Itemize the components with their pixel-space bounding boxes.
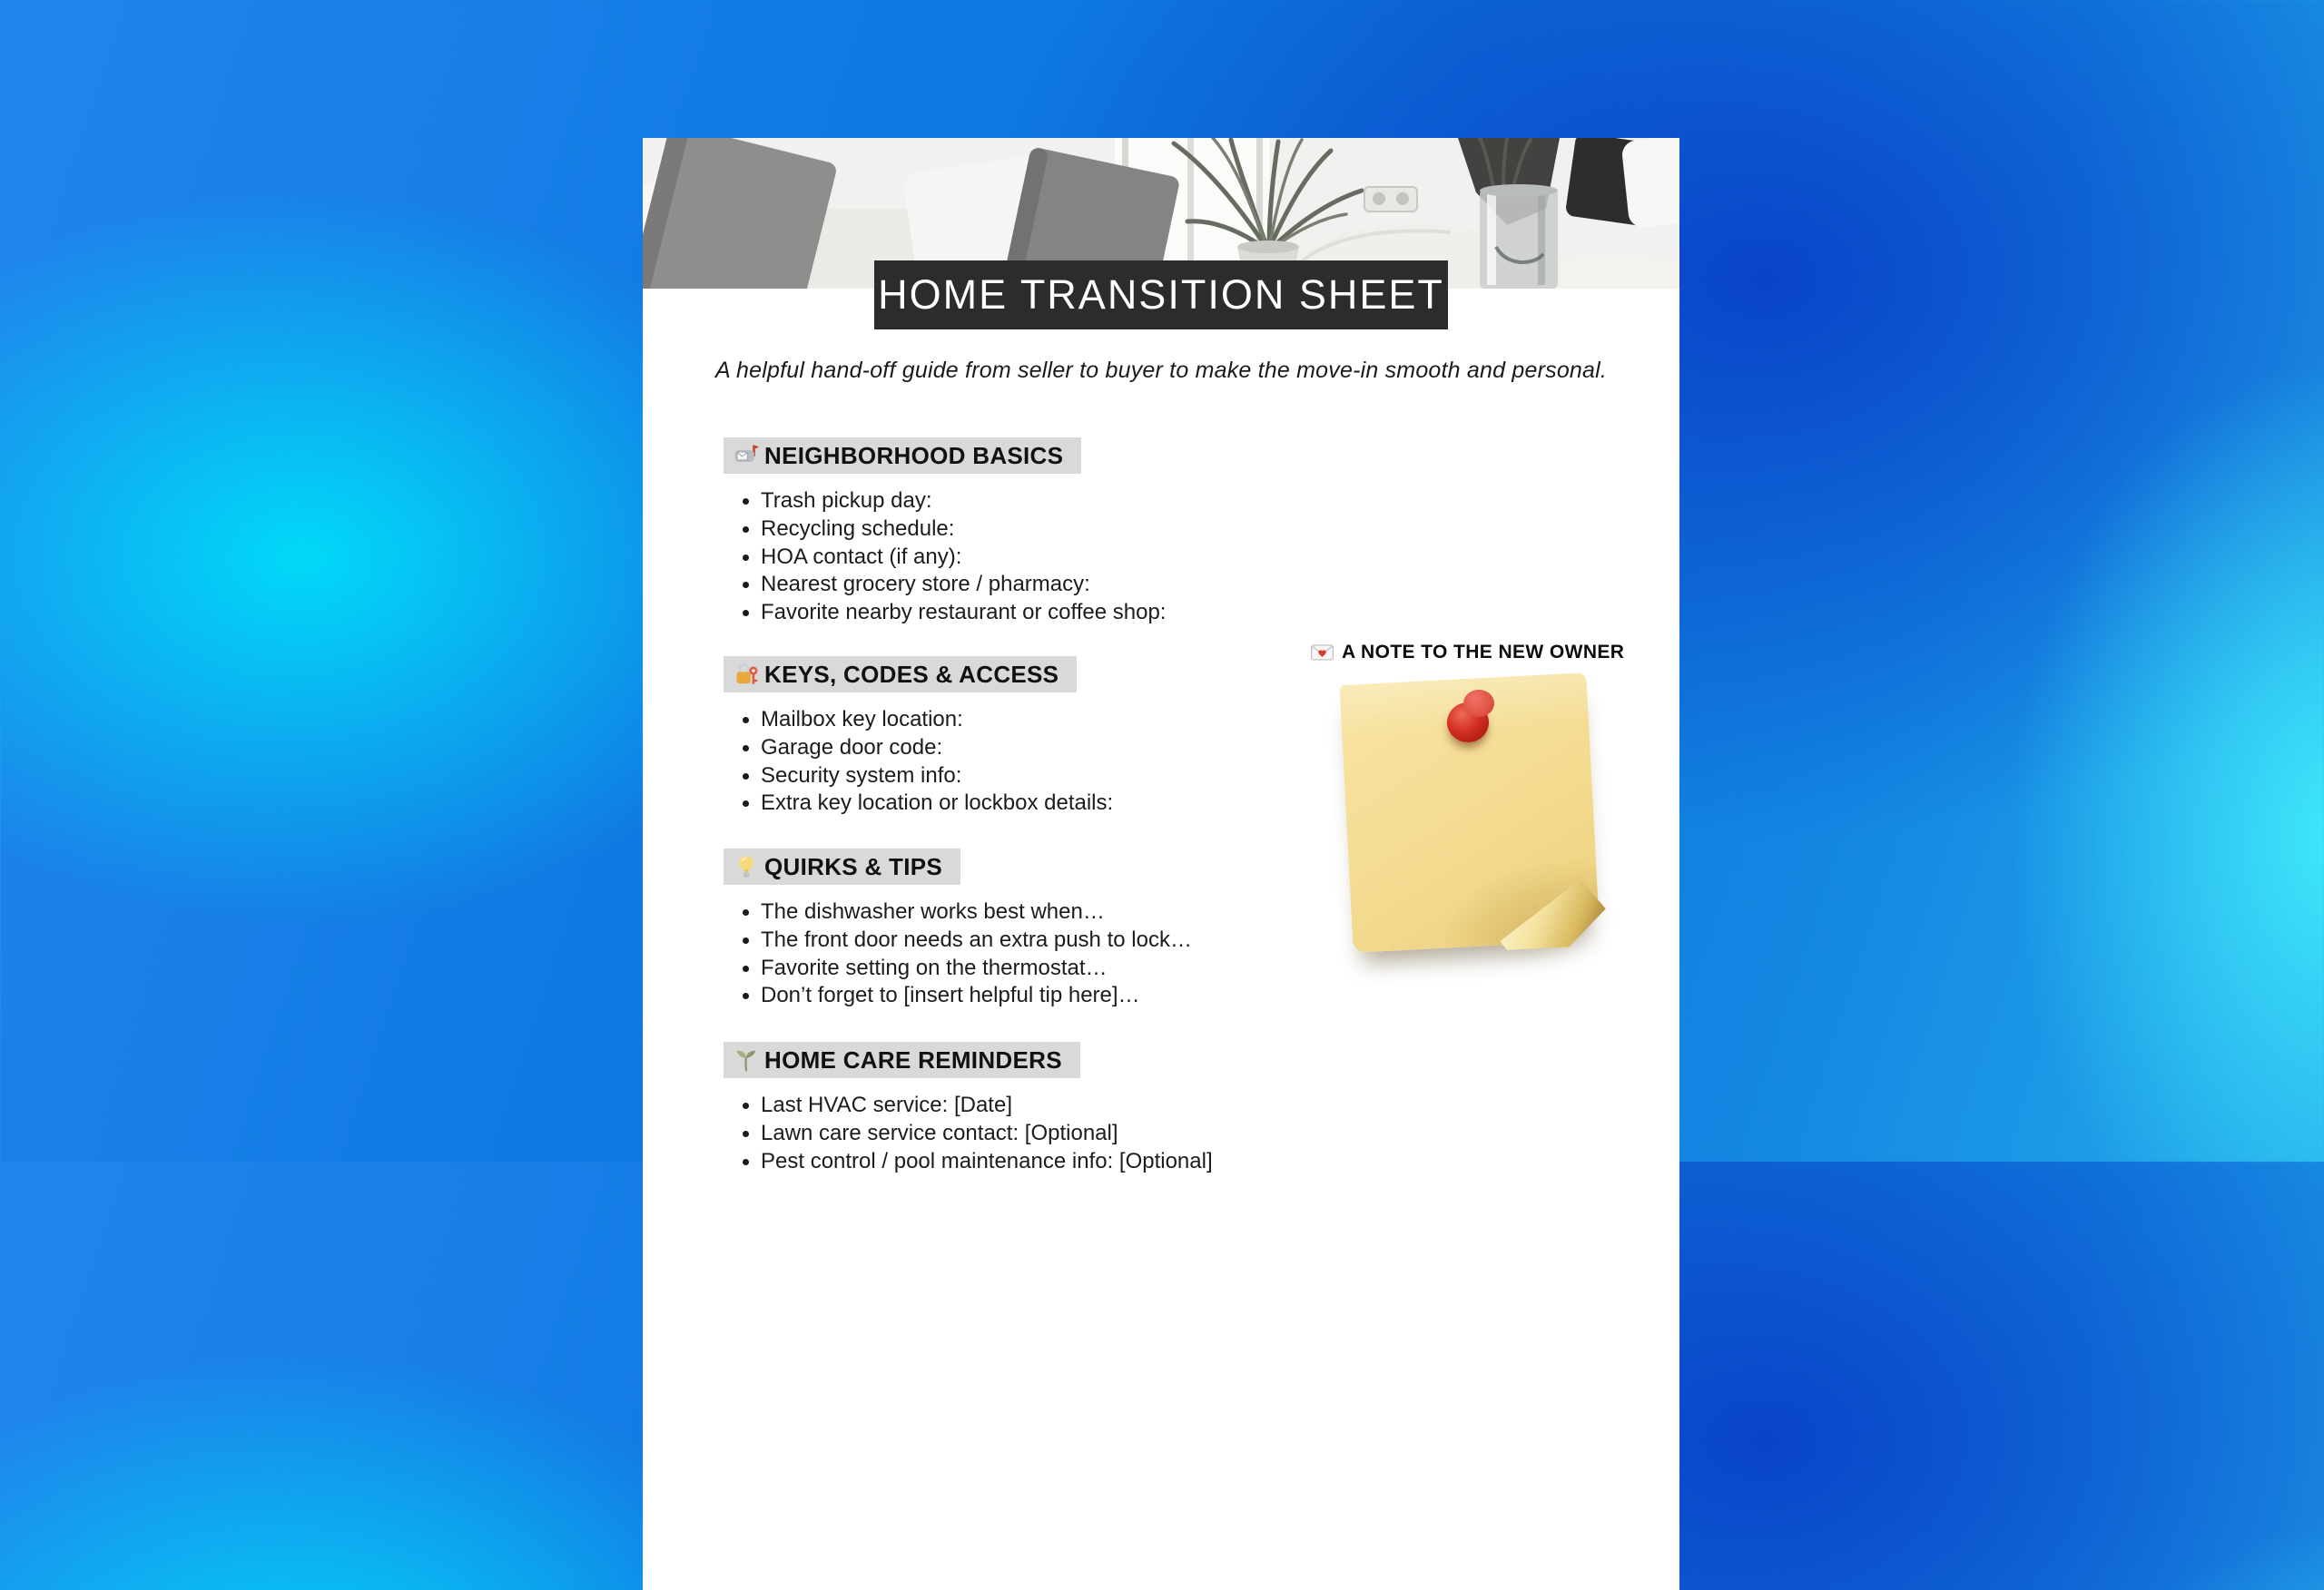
subtitle: A helpful hand-off guide from seller to buyer to make the move-in smooth and personal. <box>714 358 1608 383</box>
section-home-care-reminders <box>724 1042 1213 1175</box>
list-item: The dishwasher works best when… <box>737 898 1192 927</box>
sticky-note <box>1333 664 1623 991</box>
section-title: NEIGHBORHOOD BASICS <box>764 441 1064 469</box>
list-item: Don’t forget to [insert helpful tip here]… <box>737 982 1192 1010</box>
list-item: Recycling schedule: <box>737 515 1166 544</box>
section-list <box>737 898 1192 1010</box>
list-item: Last HVAC service: [Date] <box>737 1092 1213 1120</box>
section-title: QUIRKS & TIPS <box>764 852 943 880</box>
section-neighborhood-basics <box>724 437 1166 627</box>
title-banner <box>874 260 1448 329</box>
note-title: A NOTE TO THE NEW OWNER <box>1342 641 1625 662</box>
push-pin-cap <box>1463 690 1494 717</box>
list-item: Trash pickup day: <box>737 487 1166 515</box>
section-keys-codes-access <box>724 656 1113 818</box>
list-item: Favorite setting on the thermostat… <box>737 955 1192 983</box>
list-item: Lawn care service contact: [Optional] <box>737 1120 1213 1148</box>
love-letter-icon <box>1310 640 1334 664</box>
section-list <box>737 706 1113 818</box>
section-title: HOME CARE REMINDERS <box>764 1045 1062 1074</box>
list-item: Nearest grocery store / pharmacy: <box>737 571 1166 599</box>
seedling-icon <box>734 1047 759 1073</box>
section-header <box>724 437 1081 474</box>
light-bulb-icon <box>734 854 759 879</box>
section-header <box>724 849 960 885</box>
page-title: HOME TRANSITION SHEET <box>878 271 1444 318</box>
mailbox-icon <box>734 443 759 468</box>
push-pin <box>1440 688 1503 751</box>
list-item: Pest control / pool maintenance info: [Optional] <box>737 1148 1213 1176</box>
note-heading <box>1310 640 1624 664</box>
list-item: Mailbox key location: <box>737 706 1113 734</box>
section-header <box>724 656 1077 692</box>
section-list <box>737 487 1166 627</box>
list-item: Extra key location or lockbox details: <box>737 790 1113 818</box>
section-header <box>724 1042 1080 1078</box>
section-title: KEYS, CODES & ACCESS <box>764 660 1059 688</box>
lock-with-key-icon <box>734 662 759 687</box>
list-item: Favorite nearby restaurant or coffee shop: <box>737 599 1166 627</box>
sticky-note-curl <box>1497 878 1608 950</box>
document-page <box>643 138 1679 1590</box>
list-item: The front door needs an extra push to lock… <box>737 927 1192 955</box>
list-item: Garage door code: <box>737 734 1113 762</box>
list-item: Security system info: <box>737 762 1113 790</box>
list-item: HOA contact (if any): <box>737 544 1166 572</box>
section-quirks-tips <box>724 849 1192 1010</box>
section-list <box>737 1092 1213 1175</box>
